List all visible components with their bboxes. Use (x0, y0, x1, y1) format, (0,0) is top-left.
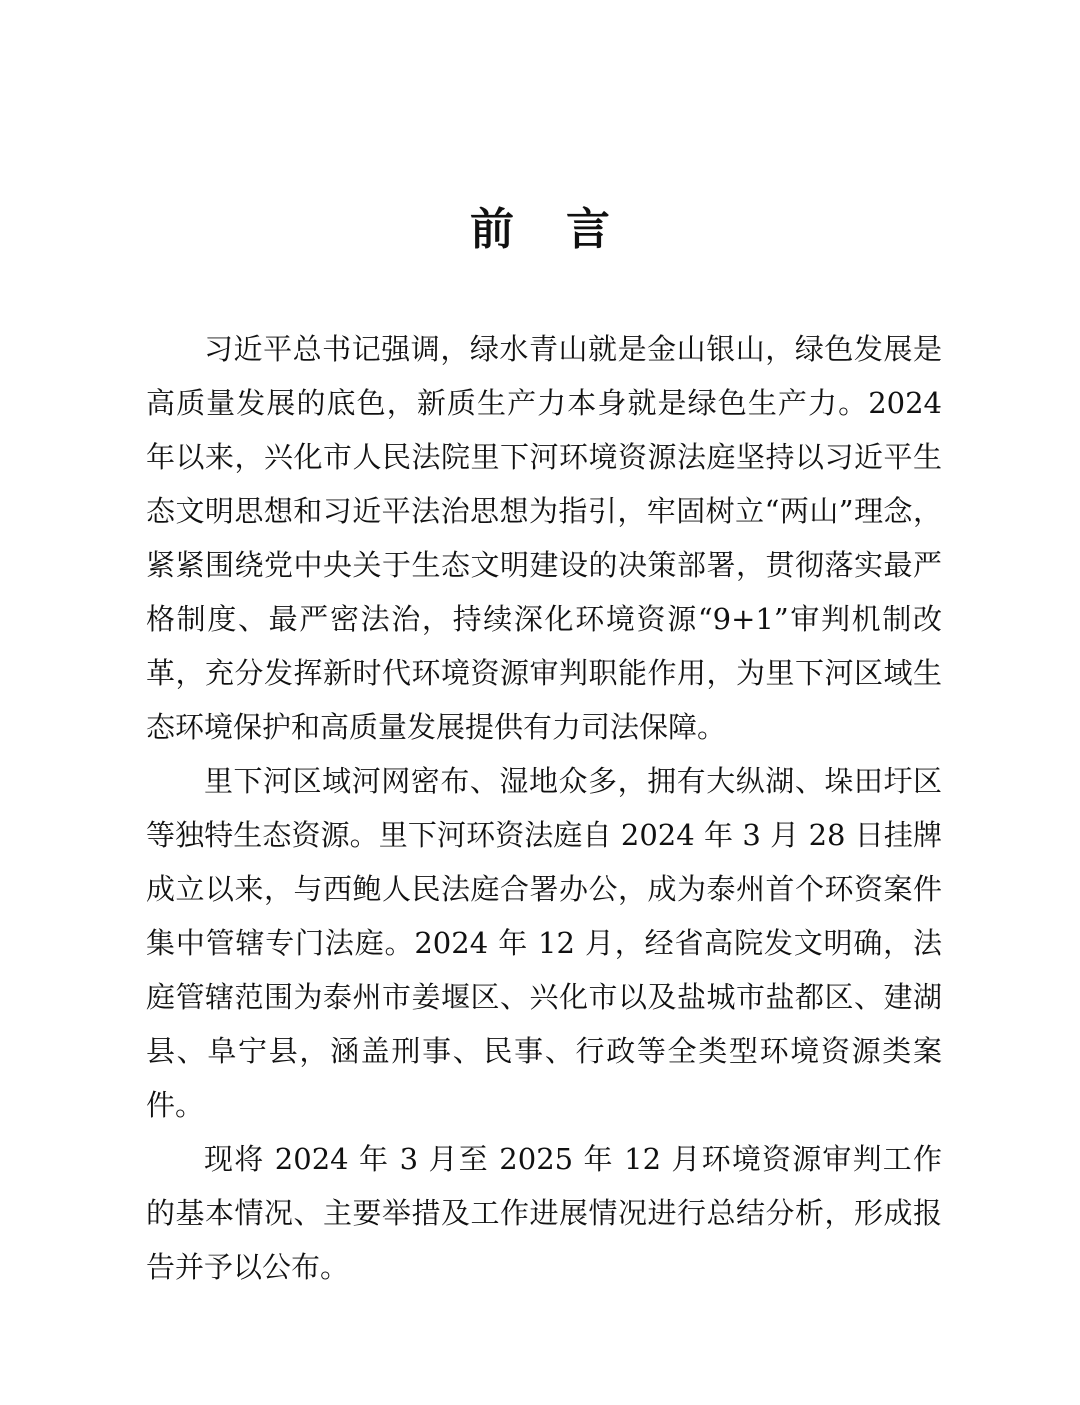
paragraph-region: 里下河区域河网密布、湿地众多，拥有大纵湖、垛田圩区等独特生态资源。里下河环资法庭自 2024 年 3 月 28 日挂牌成立以来，与西鲍人民法庭合署办公，成为泰州首个环资案件集中管辖专门法庭。2024 年 12 月，经省高院发文明确，法庭管辖范围为泰州市姜堰区、兴化市以及盐城市盐都区、建湖县、阜宁县，涵盖刑事、民事、行政等全类型环境资源类案件。 (146, 764, 942, 1122)
paragraph-intro: 习近平总书记强调，绿水青山就是金山银山，绿色发展是高质量发展的底色，新质生产力本身就是绿色生产力。2024 年以来，兴化市人民法院里下河环境资源法庭坚持以习近平生态文明思想和习近平法治思想为指引，牢固树立“两山”理念，紧紧围绕党中央关于生态文明建设的决策部署，贯彻落实最严格制度、最严密法治，持续深化环境资源“9+1”审判机制改革，充分发挥新时代环境资源审判职能作用，为里下河区域生态环境保护和高质量发展提供有力司法保障。 (146, 332, 942, 744)
document-body (146, 322, 942, 1294)
paragraph-summary: 现将 2024 年 3 月至 2025 年 12 月环境资源审判工作的基本情况、主要举措及工作进展情况进行总结分析，形成报告并予以公布。 (146, 1142, 942, 1284)
page-title: 前言 (470, 204, 662, 255)
